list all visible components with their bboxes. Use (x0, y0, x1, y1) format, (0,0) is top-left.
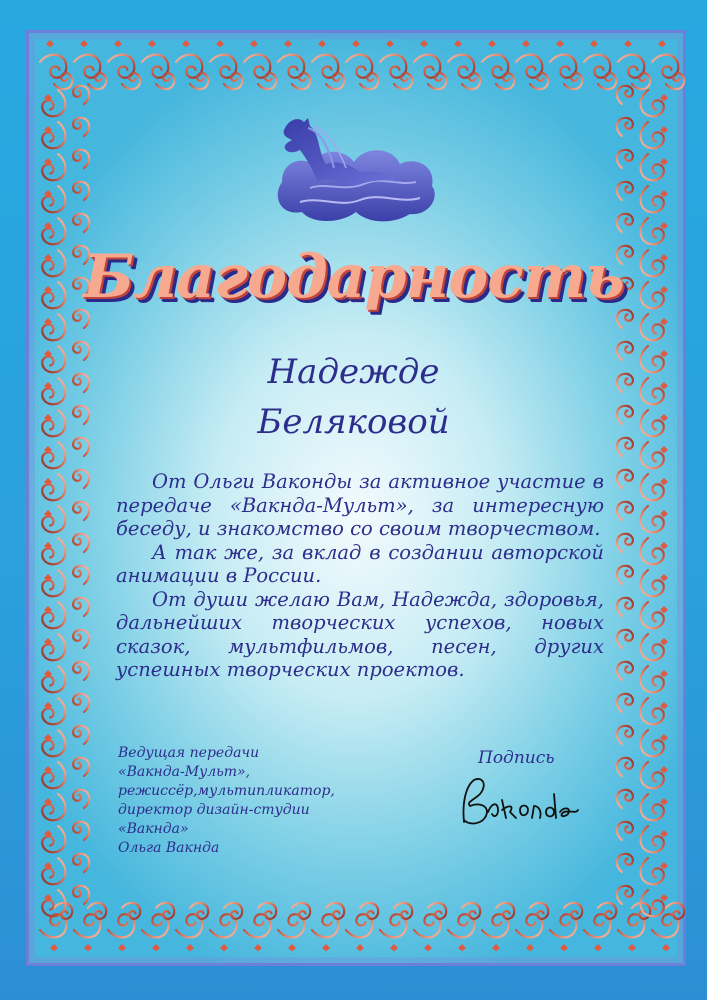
body-paragraph: От Ольги Ваконды за активное участие в передаче «Вакнда-Мульт», за интересную беседу, и знакомство со своим творчеством. (116, 470, 604, 540)
certificate-body (116, 470, 604, 682)
host-line: «Вакнда» (118, 821, 189, 837)
host-line: Ольга Вакнда (118, 840, 220, 856)
certificate-title: Благодарность (83, 242, 624, 312)
body-paragraph: От души желаю Вам, Надежда, здоровья, дальнейших творческих успехов, новых сказок, мультфильмов, песен, других успешных творческих проектов. (116, 587, 604, 681)
signature-label: Подпись (478, 748, 555, 768)
host-line: режиссёр,мультипликатор, (118, 783, 335, 799)
body-paragraph: А так же, за вклад в создании авторской анимации в России. (116, 540, 604, 587)
horse-cloud-logo (270, 112, 442, 230)
host-line: «Вакнда-Мульт», (118, 764, 251, 780)
host-credentials (118, 744, 408, 858)
host-line: директор дизайн-студии (118, 802, 310, 818)
recipient-last-name: Беляковой (257, 402, 450, 442)
handwritten-signature (454, 772, 584, 832)
recipient-first-name: Надежде (267, 352, 440, 392)
host-line: Ведущая передачи (118, 745, 260, 761)
